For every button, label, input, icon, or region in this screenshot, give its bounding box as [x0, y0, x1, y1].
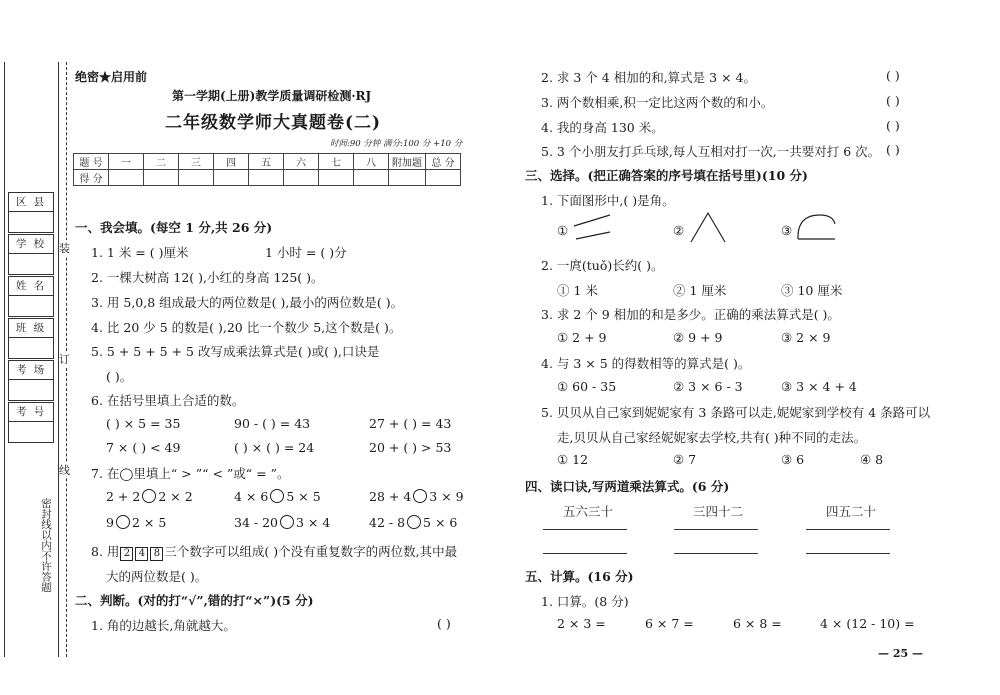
judge-4-paren[interactable]: ( ) — [886, 118, 900, 133]
binding-line-outer — [4, 62, 5, 657]
shape-1-open-lines — [572, 212, 612, 242]
calc-2: 6 × 7 = — [645, 616, 694, 631]
judge-2-paren[interactable]: ( ) — [886, 68, 900, 83]
q7-r2-a: 9 2 × 5 — [106, 515, 167, 530]
score-cell[interactable] — [144, 170, 179, 186]
q3: 3. 用 5,0,8 组成最大的两位数是( ),最小的两位数是( )。 — [91, 295, 404, 310]
choice-3-opt-2[interactable]: ② 9 + 9 — [673, 330, 723, 345]
field-district-box[interactable] — [8, 212, 54, 233]
answer-line[interactable] — [543, 553, 627, 554]
field-number: 考 号 — [8, 402, 54, 443]
q5: 5. 5 + 5 + 5 + 5 改写成乘法算式是( )或( ),口诀是 — [91, 344, 380, 359]
q7-r1-c: 28 + 4 3 × 9 — [369, 489, 464, 504]
q8-cont: 大的两位数是( )。 — [106, 569, 208, 584]
rhyme-2: 三四十二 — [693, 504, 744, 519]
field-number-box[interactable] — [8, 422, 54, 443]
score-cell[interactable] — [354, 170, 389, 186]
answer-line[interactable] — [806, 529, 890, 530]
judge-3: 3. 两个数相乘,积一定比这两个数的和小。 — [541, 95, 774, 110]
choice-4-opt-3[interactable]: ③ 3 × 4 + 4 — [781, 379, 857, 394]
judge-1-paren[interactable]: ( ) — [437, 616, 451, 631]
field-school: 学 校 — [8, 234, 54, 275]
score-cell[interactable] — [109, 170, 144, 186]
calc-4: 4 × (12 - 10) = — [820, 616, 915, 631]
choice-2: 2. 一庹(tuǒ)长约( )。 — [541, 258, 664, 273]
compare-circle[interactable] — [280, 515, 294, 529]
q7: 7. 在◯里填上“ > ”“ < ”或“ = ”。 — [91, 466, 290, 481]
field-name-box[interactable] — [8, 296, 54, 317]
choice-4: 4. 与 3 × 5 的得数相等的算式是( )。 — [541, 356, 751, 371]
field-room: 考 场 — [8, 360, 54, 401]
field-class-box[interactable] — [8, 338, 54, 359]
compare-circle[interactable] — [142, 489, 156, 503]
seal-warning: 密封线以内不许答题 — [40, 498, 52, 593]
score-cell[interactable] — [319, 170, 354, 186]
q1-b: 1 小时 = ( )分 — [265, 245, 347, 260]
choice-5: 5. 贝贝从自己家到妮妮家有 3 条路可以走,妮妮家到学校有 4 条路可以 — [541, 405, 931, 420]
q6-r1-b: 90 - ( ) = 43 — [234, 416, 311, 431]
choice-2-opt-2[interactable]: ② 1 厘米 — [673, 283, 727, 298]
field-name: 姓 名 — [8, 276, 54, 317]
answer-line[interactable] — [674, 529, 758, 530]
field-district: 区 县 — [8, 192, 54, 233]
q6: 6. 在括号里填上合适的数。 — [91, 393, 245, 408]
q5-cont: ( )。 — [106, 369, 133, 384]
choice-2-opt-1[interactable]: ① 1 米 — [557, 283, 598, 298]
mark-xian: 线 — [59, 464, 70, 477]
shape-3-arc — [795, 212, 837, 242]
score-cell[interactable] — [249, 170, 284, 186]
calc-subtitle: 1. 口算。(8 分) — [541, 594, 629, 609]
q4: 4. 比 20 少 5 的数是( ),20 比一个数少 5,这个数是( )。 — [91, 320, 402, 335]
page-title: 二年级数学师大真题卷(二) — [165, 113, 382, 133]
mark-zhuang: 装 — [59, 242, 70, 255]
time-info: 时间:90 分钟 满分:100 分 +10 分 — [330, 139, 463, 149]
q6-r1-c: 27 + ( ) = 43 — [369, 416, 452, 431]
choice-5-opt-1[interactable]: ① 12 — [557, 452, 589, 467]
answer-line[interactable] — [806, 553, 890, 554]
section-4-title: 四、读口诀,写两道乘法算式。(6 分) — [525, 479, 730, 494]
mark-ding: 订 — [59, 353, 70, 366]
score-table-head: 题 号 一 二 三 四 五 六 七 八 附加题 总 分 — [74, 154, 461, 170]
score-cell[interactable] — [214, 170, 249, 186]
section-1-title: 一、我会填。(每空 1 分,共 26 分) — [75, 220, 273, 235]
digit-card: 4 — [135, 547, 148, 561]
exam-subtitle: 第一学期(上册)教学质量调研检测·RJ — [172, 89, 372, 103]
judge-5-paren[interactable]: ( ) — [886, 142, 900, 157]
compare-circle[interactable] — [116, 515, 130, 529]
q7-r2-c: 42 - 8 5 × 6 — [369, 515, 458, 530]
q2: 2. 一棵大树高 12( ),小红的身高 125( )。 — [91, 270, 324, 285]
q7-r2-b: 34 - 20 3 × 4 — [234, 515, 331, 530]
digit-card: 8 — [150, 547, 163, 561]
score-cell[interactable] — [389, 170, 426, 186]
section-2-title: 二、判断。(对的打“√”,错的打“×”)(5 分) — [75, 593, 314, 608]
judge-5: 5. 3 个小朋友打乒乓球,每人互相对打一次,一共要对打 6 次。 — [541, 144, 881, 159]
q8: 8. 用 2 4 8 三个数字可以组成( )个没有重复数字的两位数,其中最 — [91, 544, 458, 559]
compare-circle[interactable] — [413, 489, 427, 503]
field-room-box[interactable] — [8, 380, 54, 401]
q6-r2-c: 20 + ( ) > 53 — [369, 440, 452, 455]
score-cell[interactable] — [179, 170, 214, 186]
choice-3: 3. 求 2 个 9 相加的和是多少。正确的乘法算式是( )。 — [541, 307, 840, 322]
q1-a: 1. 1 米 = ( )厘米 — [91, 245, 189, 260]
digit-card: 2 — [120, 547, 133, 561]
page-number: — 25 — — [878, 647, 923, 660]
rhyme-1: 五六三十 — [563, 504, 614, 519]
shape-2-angle — [688, 210, 728, 244]
judge-2: 2. 求 3 个 4 相加的和,算式是 3 × 4。 — [541, 70, 756, 85]
judge-3-paren[interactable]: ( ) — [886, 93, 900, 108]
q7-r1-a: 2 + 2 2 × 2 — [106, 489, 193, 504]
choice-2-opt-3[interactable]: ③ 10 厘米 — [781, 283, 843, 298]
choice-1: 1. 下面图形中,( )是角。 — [541, 193, 675, 208]
judge-4: 4. 我的身高 130 米。 — [541, 120, 664, 135]
calc-3: 6 × 8 = — [733, 616, 782, 631]
choice-5-cont: 走,贝贝从自己家经妮妮家去学校,共有( )种不同的走法。 — [557, 430, 867, 445]
answer-line[interactable] — [543, 529, 627, 530]
q7-r1-b: 4 × 6 5 × 5 — [234, 489, 321, 504]
choice-1-opt-2[interactable]: ② — [673, 223, 685, 238]
answer-line[interactable] — [674, 553, 758, 554]
choice-1-opt-3[interactable]: ③ — [781, 223, 793, 238]
field-class: 班 级 — [8, 318, 54, 359]
score-table-row: 得 分 — [74, 170, 461, 186]
choice-5-opt-3[interactable]: ③ 6 — [781, 452, 805, 467]
score-cell[interactable] — [284, 170, 319, 186]
choice-4-opt-1[interactable]: ① 60 - 35 — [557, 379, 617, 394]
choice-5-opt-2[interactable]: ② 7 — [673, 452, 697, 467]
field-school-box[interactable] — [8, 254, 54, 275]
calc-1: 2 × 3 = — [557, 616, 606, 631]
choice-4-opt-2[interactable]: ② 3 × 6 - 3 — [673, 379, 743, 394]
compare-circle[interactable] — [407, 515, 421, 529]
choice-3-opt-1[interactable]: ① 2 + 9 — [557, 330, 607, 345]
score-cell[interactable] — [426, 170, 461, 186]
q6-r1-a: ( ) × 5 = 35 — [106, 416, 181, 431]
section-5-title: 五、计算。(16 分) — [525, 569, 634, 584]
compare-circle[interactable] — [270, 489, 284, 503]
choice-5-opt-4[interactable]: ④ 8 — [860, 452, 884, 467]
q6-r2-b: ( ) × ( ) = 24 — [234, 440, 315, 455]
rhyme-3: 四五二十 — [826, 504, 877, 519]
choice-3-opt-3[interactable]: ③ 2 × 9 — [781, 330, 831, 345]
section-3-title: 三、选择。(把正确答案的序号填在括号里)(10 分) — [525, 168, 808, 183]
score-table — [73, 153, 461, 186]
secret-label: 绝密★启用前 — [75, 70, 148, 84]
choice-1-opt-1[interactable]: ① — [557, 223, 569, 238]
q6-r2-a: 7 × ( ) < 49 — [106, 440, 181, 455]
judge-1: 1. 角的边越长,角就越大。 — [91, 618, 236, 633]
